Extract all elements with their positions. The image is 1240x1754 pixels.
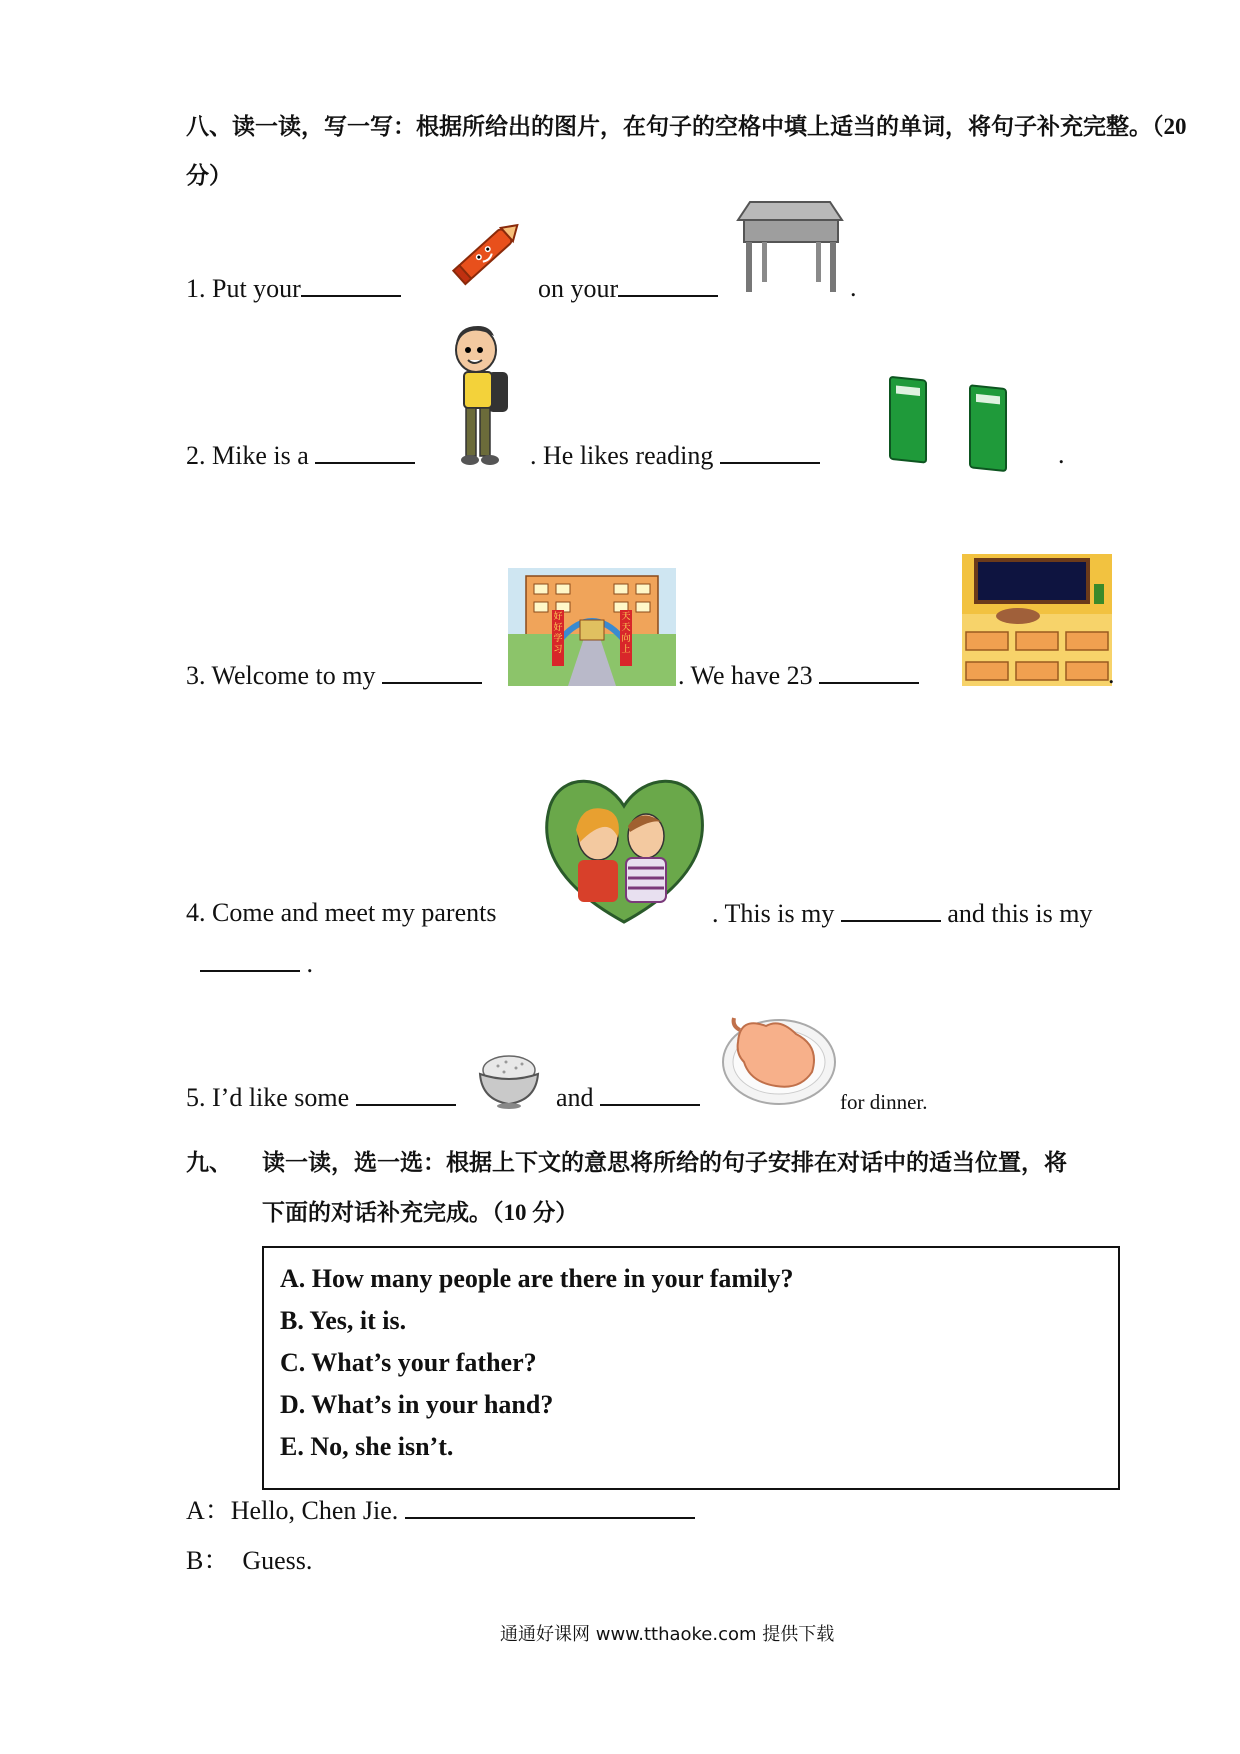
q5-text-b: and bbox=[556, 1083, 594, 1112]
q4-text-c: and this is my bbox=[947, 899, 1093, 928]
dialogue-text-2: Guess. bbox=[242, 1546, 313, 1575]
question-4-part2 bbox=[712, 898, 1093, 929]
q1-blank-2[interactable] bbox=[618, 273, 718, 297]
classroom-icon bbox=[962, 554, 1112, 686]
q4-blank-1[interactable] bbox=[841, 898, 941, 922]
q5-text-a: 5. I’d like some bbox=[186, 1083, 350, 1112]
q3-blank-2[interactable] bbox=[819, 660, 919, 684]
question-5 bbox=[186, 1082, 456, 1113]
section8-title-line1: 八、读一读，写一写：根据所给出的图片，在句子的空格中填上适当的单词，将句子补充完整。（20 bbox=[186, 114, 1187, 139]
options-box bbox=[262, 1246, 1120, 1490]
school-icon bbox=[508, 568, 676, 686]
q3-blank-1[interactable] bbox=[382, 660, 482, 684]
rice-bowl-icon bbox=[476, 1050, 542, 1110]
dialogue-line-2 bbox=[186, 1540, 312, 1577]
books-icon bbox=[882, 374, 1022, 474]
option-a: A. How many people are there in your family? bbox=[280, 1264, 794, 1293]
school-sign-left: 好好学习 bbox=[553, 612, 563, 655]
option-b: B. Yes, it is. bbox=[280, 1306, 407, 1335]
section8-title-line2: 分） bbox=[186, 163, 232, 188]
q1-end: . bbox=[850, 273, 857, 302]
q4-blank-2[interactable] bbox=[200, 948, 300, 972]
q1-blank-1[interactable] bbox=[301, 273, 401, 297]
q3-end: . bbox=[1108, 660, 1115, 689]
q2-blank-2[interactable] bbox=[720, 440, 820, 464]
q5-blank-2[interactable] bbox=[600, 1082, 700, 1106]
q2-text-b: . He likes reading bbox=[530, 441, 714, 470]
option-e: E. No, she isn’t. bbox=[280, 1432, 454, 1461]
question-5-part2 bbox=[556, 1082, 700, 1113]
question-2 bbox=[186, 440, 415, 471]
question-2-part2 bbox=[530, 440, 820, 471]
q1-text-a: 1. Put your bbox=[186, 274, 301, 303]
dialogue-text-1: Hello, Chen Jie. bbox=[230, 1496, 399, 1525]
q2-end: . bbox=[1058, 440, 1065, 469]
question-3-part2 bbox=[678, 660, 919, 691]
q2-blank-1[interactable] bbox=[315, 440, 415, 464]
question-3 bbox=[186, 660, 482, 691]
section9-number: 九、 bbox=[186, 1150, 232, 1175]
question-4-line2 bbox=[200, 948, 313, 979]
desk-icon bbox=[732, 196, 848, 296]
question-4: 4. Come and meet my parents bbox=[186, 898, 497, 927]
q1-text-b: on your bbox=[538, 274, 619, 303]
footer-text: 通通好课网 www.tthaoke.com 提供下载 bbox=[500, 1624, 835, 1645]
q3-text-b: . We have 23 bbox=[678, 661, 813, 690]
section9-title-line2: 下面的对话补充完成。（10 分） bbox=[262, 1200, 579, 1225]
pencil-icon bbox=[448, 216, 530, 288]
chicken-plate-icon bbox=[720, 1006, 838, 1108]
student-icon bbox=[448, 322, 516, 468]
section9-title-line1: 读一读，选一选：根据上下文的意思将所给的句子安排在对话中的适当位置，将 bbox=[262, 1150, 1067, 1175]
option-c: C. What’s your father? bbox=[280, 1348, 537, 1377]
question-1 bbox=[186, 273, 401, 304]
question-1-part2 bbox=[538, 273, 718, 304]
q4-text-b: . This is my bbox=[712, 899, 835, 928]
q3-text-a: 3. Welcome to my bbox=[186, 661, 376, 690]
q5-end: for dinner. bbox=[840, 1090, 928, 1114]
q4-end: . bbox=[306, 949, 313, 978]
q5-blank-1[interactable] bbox=[356, 1082, 456, 1106]
q2-text-a: 2. Mike is a bbox=[186, 441, 309, 470]
parents-icon bbox=[538, 766, 710, 926]
school-sign-right: 天天向上 bbox=[621, 612, 631, 655]
dialogue-speaker-b: B： bbox=[186, 1546, 230, 1575]
dialogue-speaker-a: A： bbox=[186, 1496, 231, 1525]
dialogue-line-1 bbox=[186, 1490, 695, 1527]
dialogue-blank-1[interactable] bbox=[405, 1495, 695, 1519]
option-d: D. What’s in your hand? bbox=[280, 1390, 554, 1419]
